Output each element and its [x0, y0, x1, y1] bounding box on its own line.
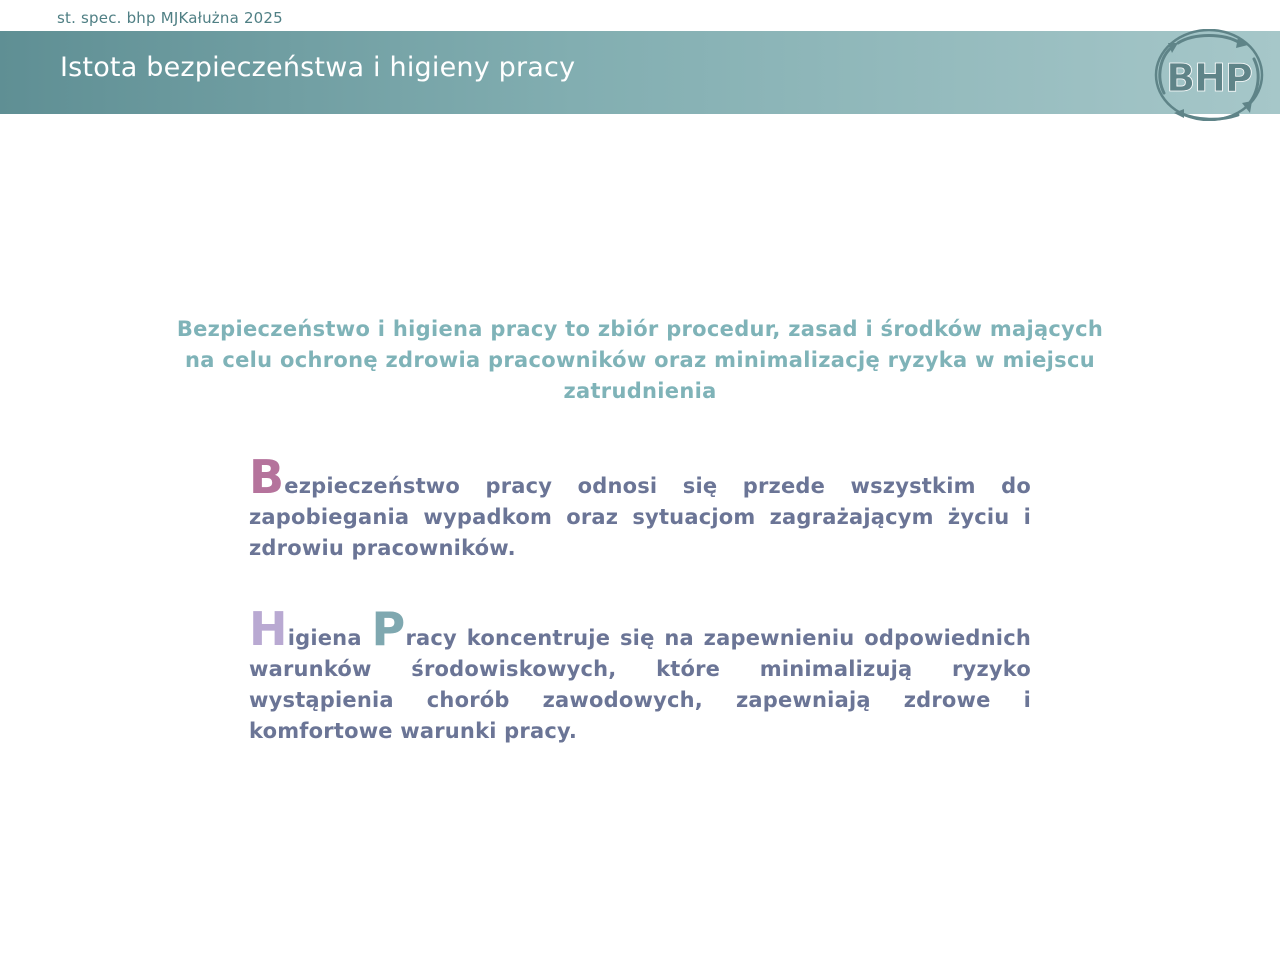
- header-band: [0, 31, 1280, 114]
- hygiene-word: igiena: [287, 626, 362, 650]
- initial-letter-h: H: [249, 602, 288, 656]
- author-credit: st. spec. bhp MJKałużna 2025: [57, 9, 283, 27]
- safety-text: ezpieczeństwo pracy odnosi się przede wszystkim do zapobiegania wypadkom oraz sytuacjom zagrażającym życiu i zdrowiu pracowników.: [249, 474, 1031, 560]
- hygiene-text: racy koncentruje się na zapewnieniu odpowiednich warunków środowiskowych, które minimalizują ryzyko wystąpienia chorób zawodowych, zapewniają zdrowe i komfortowe warunki pracy.: [249, 626, 1031, 743]
- safety-paragraph: [249, 450, 1031, 564]
- logo-arrow-bottom: [1180, 113, 1238, 119]
- intro-definition: Bezpieczeństwo i higiena pracy to zbiór procedur, zasad i środków mających na celu ochronę zdrowia pracowników oraz minimalizację ryzyka w miejscu zatrudnienia: [176, 317, 1104, 403]
- page-title: Istota bezpieczeństwa i higieny pracy: [60, 52, 576, 83]
- logo-arrow-top: [1178, 36, 1240, 44]
- logo-arrowhead-right: [1242, 101, 1252, 113]
- logo-text: BHP: [1166, 56, 1252, 100]
- initial-letter-b: B: [249, 450, 285, 504]
- bhp-logo-icon: [1150, 29, 1268, 121]
- hygiene-paragraph: [249, 602, 1031, 747]
- initial-letter-p: P: [371, 602, 406, 656]
